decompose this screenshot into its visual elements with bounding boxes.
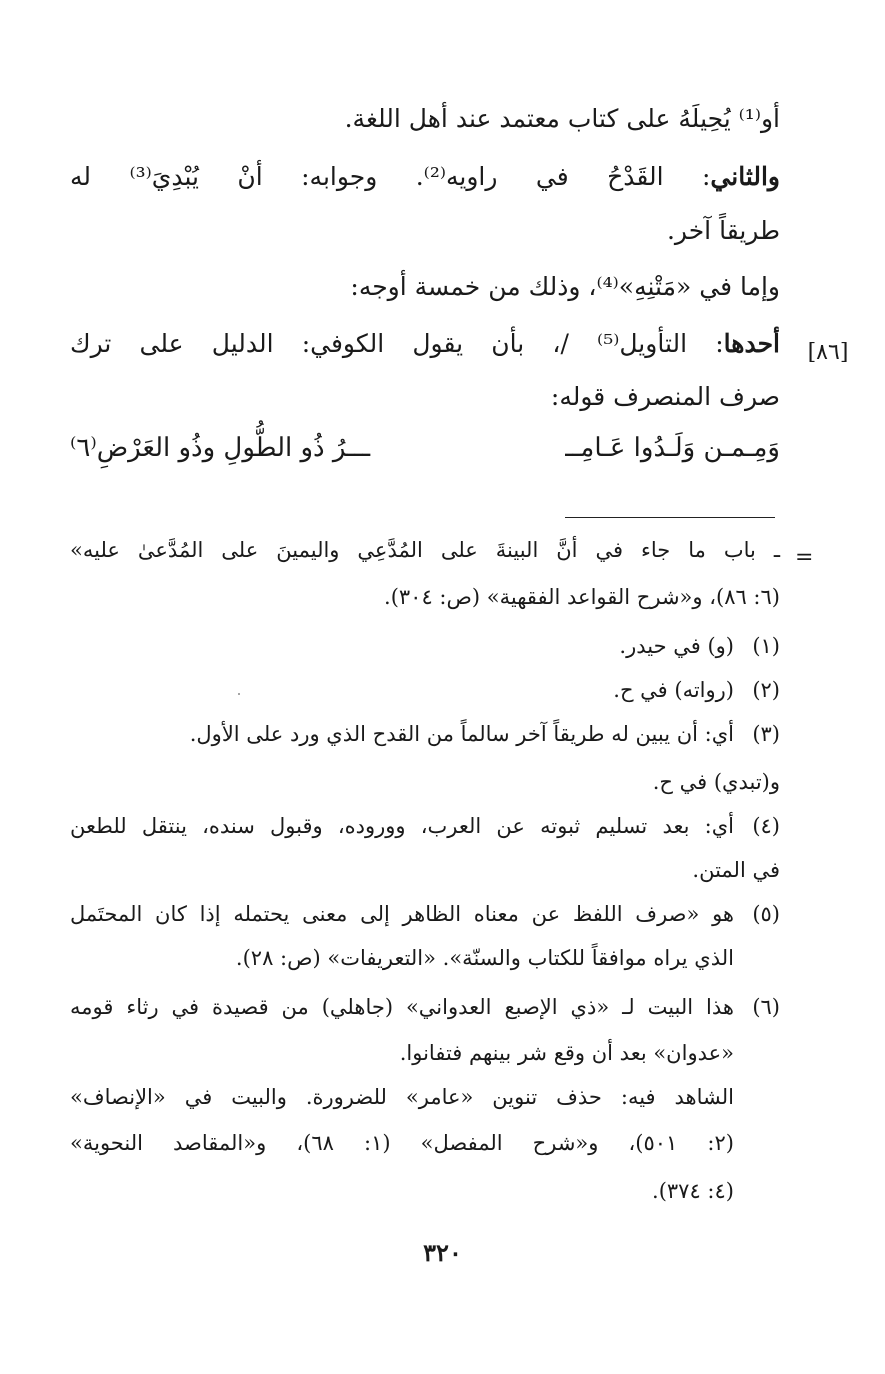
footnote-6-line-2: «عدوان» بعد أن وقع شر بينهم فتفانوا.	[399, 1041, 734, 1065]
footnote-5-line-2: الذي يراه موافقاً للكتاب والسنّة». «التعريفات» (ص: ٢٨).	[235, 946, 734, 970]
footnote-4-line-2: في المتن.	[692, 858, 780, 882]
footnote-number: (٢)	[752, 678, 780, 702]
verse-second-hemistich: ـــرُ ذُو الطُّولِ وذُو العَرْضِ⁽٦⁾	[70, 433, 371, 463]
footnotes	[70, 0, 780, 1230]
footnote-text: (و) في حيدر.	[619, 634, 734, 658]
footnote-6-line-5: (٤: ٣٧٤).	[652, 1179, 734, 1203]
footnote-continuation-marker: =	[795, 545, 814, 570]
verse-first-hemistich: وَمِـمـن وَلَـدُوا عَـامِــ	[565, 433, 780, 463]
main-line-6: صرف المنصرف قوله:	[550, 382, 780, 411]
footnote-number: (٣)	[752, 722, 780, 746]
main-line-3: طريقاً آخر.	[666, 216, 780, 245]
scan-speck	[238, 693, 240, 695]
section-label-second: والثاني	[710, 162, 780, 191]
section-label-first: أحدها	[723, 329, 780, 358]
footnote-continuation-line-2: (٦: ٨٦)، و«شرح القواعد الفقهية» (ص: ٣٠٤).	[384, 585, 780, 609]
footnote-text: أي: أن يبين له طريقاً آخر سالماً من القدح الذي ورد على الأول.	[189, 722, 734, 746]
footnote-continuation-line-1: ـ باب ما جاء في أنَّ البينةَ على المُدَّعِي واليمينَ على المُدَّعىٰ عليه»	[70, 538, 780, 562]
footnote-number: (٦)	[752, 995, 780, 1019]
footnote-number: (٤)	[752, 814, 780, 838]
footnote-text: أي: بعد تسليم ثبوته عن العرب، ووروده، وقبول سنده، ينتقل للطعن	[70, 814, 734, 838]
footnote-3-line-2: و(تبدي) في ح.	[652, 770, 780, 794]
main-line-4: وإما في «مَتْنِهِ»⁽⁴⁾، وذلك من خمسة أوجه:	[350, 272, 780, 301]
footnote-number: (٥)	[752, 902, 780, 926]
main-line-5-text: : التأويل⁽⁵⁾ /، بأن يقول الكوفي: الدليل على ترك	[70, 329, 724, 358]
footnote-text: (رواته) في ح.	[613, 678, 734, 702]
footnote-6-line-4: (٢: ٥٠١)، و«شرح المفصل» (١: ٦٨)، و«المقاصد النحوية»	[70, 1131, 734, 1155]
footnote-text: هو «صرف اللفظ عن معناه الظاهر إلى معنى يحتمله إذا كان المحتَمل	[70, 902, 734, 926]
main-line-2-text: : القَدْحُ في راويه⁽²⁾. وجوابه: أنْ يُبْدِيَ⁽³⁾ له	[70, 162, 711, 191]
page-reference-marker: [٨٦]	[807, 340, 849, 365]
footnote-number: (١)	[752, 634, 780, 658]
main-line-1: أو⁽¹⁾ يُحِيلَهُ على كتاب معتمد عند أهل اللغة.	[344, 104, 780, 133]
page-number: ٣٢٠	[423, 1238, 462, 1267]
footnote-text: هذا البيت لـ «ذي الإصبع العدواني» (جاهلي) من قصيدة في رثاء قومه	[70, 995, 734, 1019]
footnote-6-line-3: الشاهد فيه: حذف تنوين «عامر» للضرورة. والبيت في «الإنصاف»	[70, 1085, 734, 1109]
